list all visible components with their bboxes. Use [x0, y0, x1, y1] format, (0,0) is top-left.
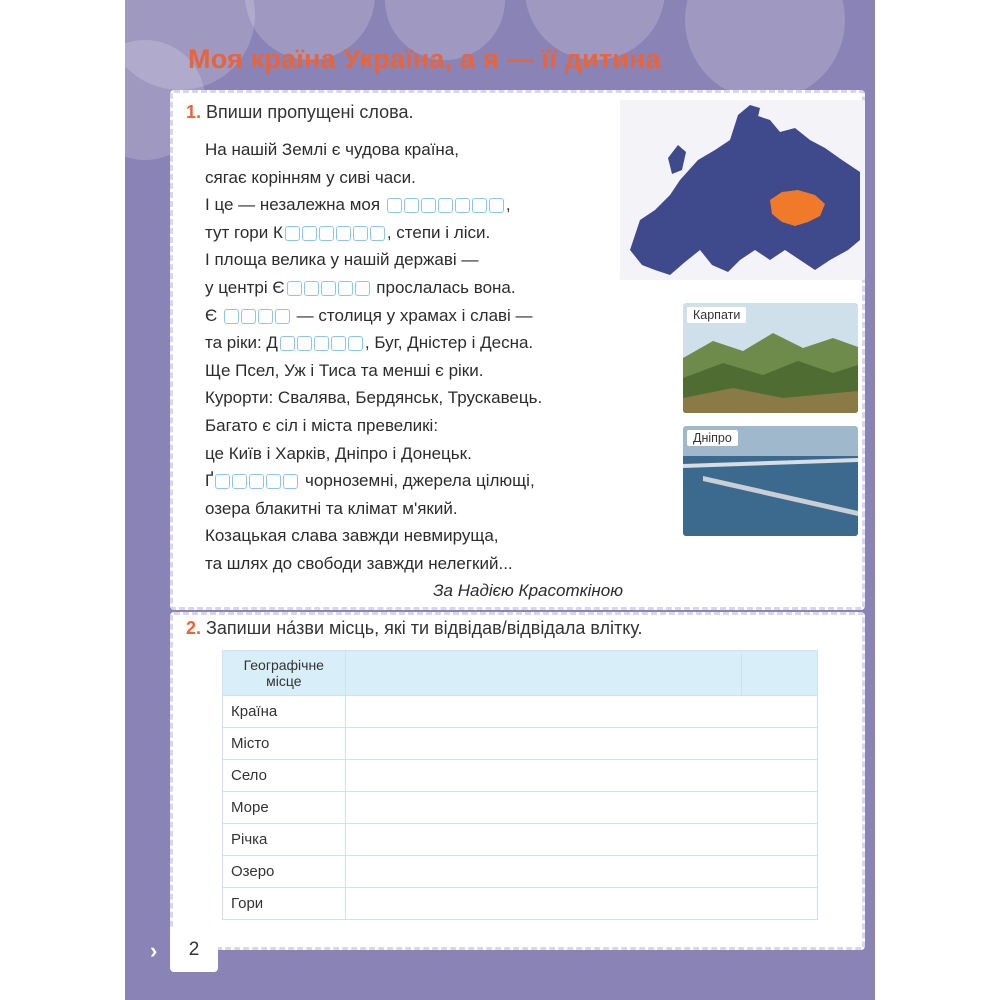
poem-line [205, 136, 625, 164]
poem-line-text: І це — незалежна моя [205, 195, 385, 215]
poem-line [205, 440, 625, 468]
dnipro-photo [683, 426, 858, 536]
poem-line [205, 274, 625, 302]
europe-map [620, 100, 865, 280]
poem-line [205, 246, 625, 274]
letter-box[interactable] [258, 309, 273, 324]
carpathians-label: Карпати [687, 307, 746, 323]
letter-box[interactable] [331, 336, 346, 351]
poem-line-text: Козацькая слава завжди невмируща, [205, 526, 499, 546]
poem-line-text: І площа велика у нашій державі — [205, 250, 479, 270]
letter-box[interactable] [338, 281, 353, 296]
poem-line-text: та ріки: Д [205, 333, 278, 353]
letter-box[interactable] [275, 309, 290, 324]
poem-line [205, 164, 625, 192]
poem [205, 136, 625, 578]
table-row [223, 856, 818, 888]
table-header-blank [345, 651, 741, 696]
task2-instruction: Запиши на́зви місць, які ти відвідав/відвідала влітку. [206, 618, 643, 638]
task2-number: 2. [186, 618, 202, 638]
poem-line [205, 219, 625, 247]
poem-line [205, 467, 625, 495]
poem-line-text: , степи і ліси. [386, 222, 491, 242]
table-answer-cell[interactable] [345, 856, 817, 888]
letter-box[interactable] [355, 281, 370, 296]
letter-box[interactable] [421, 198, 436, 213]
letter-box[interactable] [224, 309, 239, 324]
poem-line-text: , [505, 195, 511, 215]
places-table [222, 650, 818, 920]
poem-line [205, 384, 625, 412]
poem-line [205, 357, 625, 385]
task1-number: 1. [186, 102, 202, 122]
letter-box[interactable] [302, 226, 317, 241]
poem-line [205, 302, 625, 330]
british-isles [668, 145, 686, 174]
poem-line-text: Ще Псел, Уж і Тиса та менші є ріки. [205, 360, 484, 380]
letter-box[interactable] [249, 474, 264, 489]
poem-line-text: , Буг, Дністер і Десна. [364, 333, 534, 353]
letter-boxes[interactable] [224, 309, 290, 324]
table-row [223, 888, 818, 920]
poem-line [205, 191, 625, 219]
poem-line-text: Є [205, 305, 222, 325]
letter-box[interactable] [314, 336, 329, 351]
letter-box[interactable] [489, 198, 504, 213]
letter-box[interactable] [280, 336, 295, 351]
poem-line-text: Курорти: Свалява, Бердянськ, Трускавець. [205, 388, 543, 408]
table-row [223, 792, 818, 824]
letter-boxes[interactable] [287, 281, 370, 296]
poem-line-text: та шлях до свободи завжди нелегкий... [205, 553, 513, 573]
poem-line [205, 412, 625, 440]
table-row-label: Країна [223, 696, 346, 728]
table-answer-cell[interactable] [345, 792, 817, 824]
letter-boxes[interactable] [285, 226, 385, 241]
poem-line-text: це Київ і Харків, Дніпро і Донецьк. [205, 443, 472, 463]
letter-box[interactable] [215, 474, 230, 489]
letter-boxes[interactable] [280, 336, 363, 351]
table-row-label: Море [223, 792, 346, 824]
letter-box[interactable] [370, 226, 385, 241]
poem-line-text: Багато є сіл і міста превеликі: [205, 415, 439, 435]
letter-box[interactable] [283, 474, 298, 489]
table-row-label: Місто [223, 728, 346, 760]
letter-box[interactable] [353, 226, 368, 241]
page-number: 2 [170, 928, 218, 972]
table-header-blank [741, 651, 817, 696]
poem-author: За Надією Красоткіною [433, 581, 623, 600]
letter-box[interactable] [287, 281, 302, 296]
letter-box[interactable] [266, 474, 281, 489]
poem-line-text: — столиця у храмах і славі — [291, 305, 533, 325]
letter-box[interactable] [304, 281, 319, 296]
letter-boxes[interactable] [387, 198, 504, 213]
table-row [223, 696, 818, 728]
poem-line-text: у центрі Є [205, 277, 285, 297]
letter-box[interactable] [241, 309, 256, 324]
letter-box[interactable] [297, 336, 312, 351]
table-row-label: Озеро [223, 856, 346, 888]
letter-box[interactable] [472, 198, 487, 213]
table-row [223, 728, 818, 760]
letter-boxes[interactable] [215, 474, 298, 489]
poem-line-text: прослалась вона. [371, 277, 516, 297]
table-answer-cell[interactable] [345, 696, 817, 728]
task2-heading [186, 618, 643, 639]
table-answer-cell[interactable] [345, 728, 817, 760]
letter-box[interactable] [438, 198, 453, 213]
table-answer-cell[interactable] [345, 760, 817, 792]
table-header-place: Географічне місце [223, 651, 346, 696]
chevron-right-icon: › [150, 938, 158, 963]
poem-line [205, 329, 625, 357]
poem-line [205, 550, 625, 578]
poem-line-text: тут гори К [205, 222, 283, 242]
task1-instruction: Впиши пропущені слова. [206, 102, 414, 122]
table-row-label: Річка [223, 824, 346, 856]
poem-line-text: чорноземні, джерела цілющі, [300, 471, 535, 491]
poem-line-text: сягає корінням у сиві часи. [205, 167, 416, 187]
poem-line [205, 522, 625, 550]
letter-box[interactable] [336, 226, 351, 241]
europe-map-image [620, 100, 865, 280]
poem-line-text: Ґ [205, 471, 214, 491]
table-row-label: Село [223, 760, 346, 792]
table-answer-cell[interactable] [345, 824, 817, 856]
dnipro-label: Дніпро [687, 430, 738, 446]
poem-line-text: озера блакитні та клімат м'який. [205, 498, 458, 518]
letter-box[interactable] [321, 281, 336, 296]
letter-box[interactable] [404, 198, 419, 213]
letter-box[interactable] [455, 198, 470, 213]
carpathians-photo [683, 303, 858, 413]
letter-box[interactable] [285, 226, 300, 241]
table-row [223, 760, 818, 792]
poem-line-text: На нашій Землі є чудова країна, [205, 140, 459, 159]
table-answer-cell[interactable] [345, 888, 817, 920]
letter-box[interactable] [348, 336, 363, 351]
letter-box[interactable] [319, 226, 334, 241]
poem-line [205, 495, 625, 523]
letter-box[interactable] [387, 198, 402, 213]
task1-heading [186, 102, 414, 123]
page-title: Моя країна Україна, а я — її дитина [188, 44, 661, 74]
table-row-label: Гори [223, 888, 346, 920]
table-row [223, 824, 818, 856]
letter-box[interactable] [232, 474, 247, 489]
